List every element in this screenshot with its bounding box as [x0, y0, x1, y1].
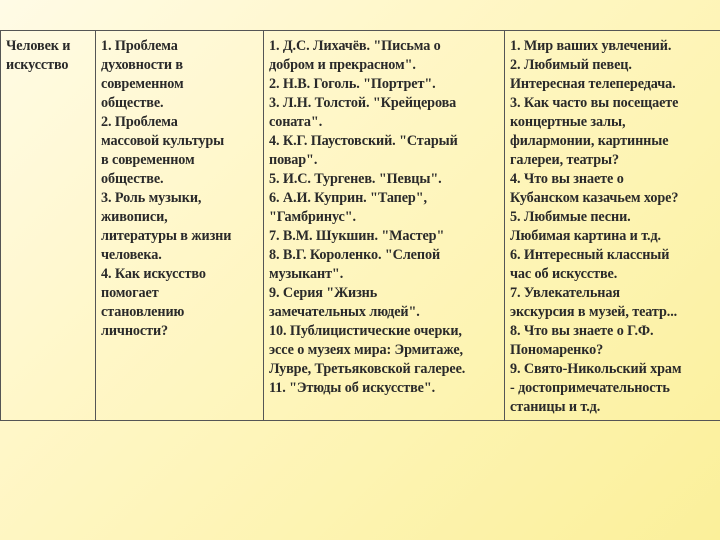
question-line: Любимая картина и т.д.: [510, 228, 661, 244]
question-line: концертные залы,: [510, 114, 626, 130]
problem-line: массовой культуры: [101, 133, 225, 149]
reading-line: 6. А.И. Куприн. "Тапер",: [269, 190, 427, 206]
reading-line: 9. Серия "Жизнь: [269, 285, 378, 301]
question-line: Интересная телепередача.: [510, 76, 676, 92]
question-line: 6. Интересный классный: [510, 247, 670, 263]
question-line: 7. Увлекательная: [510, 285, 620, 301]
problem-line: личности?: [101, 323, 169, 339]
reading-line: эссе о музеях мира: Эрмитаже,: [269, 342, 463, 358]
problem-line: литературы в жизни: [101, 228, 232, 244]
problem-line: обществе.: [101, 171, 164, 187]
reading-line: добром и прекрасном".: [269, 57, 416, 73]
problem-line: 2. Проблема: [101, 114, 178, 130]
question-line: 5. Любимые песни.: [510, 209, 631, 225]
topic-line: искусство: [6, 57, 69, 73]
question-line: час об искусстве.: [510, 266, 618, 282]
content-table: [0, 30, 720, 421]
question-line: галереи, театры?: [510, 152, 619, 168]
reading-line: 4. К.Г. Паустовский. "Старый: [269, 133, 458, 149]
reading-line: "Гамбринус".: [269, 209, 356, 225]
question-line: Кубанском казачьем хоре?: [510, 190, 679, 206]
reading-line: соната".: [269, 114, 323, 130]
question-line: - достопримечательность: [510, 380, 670, 396]
reading-line: 10. Публицистические очерки,: [269, 323, 462, 339]
reading-line: 11. "Этюды об искусстве".: [269, 380, 436, 396]
question-line: 2. Любимый певец.: [510, 57, 632, 73]
question-line: 9. Свято-Никольский храм: [510, 361, 682, 377]
question-line: Пономаренко?: [510, 342, 604, 358]
question-line: 3. Как часто вы посещаете: [510, 95, 679, 111]
reading-line: 2. Н.В. Гоголь. "Портрет".: [269, 76, 436, 92]
problem-line: человека.: [101, 247, 162, 263]
reading-line: 7. В.М. Шукшин. "Мастер": [269, 228, 445, 244]
question-line: 8. Что вы знаете о Г.Ф.: [510, 323, 654, 339]
problem-line: современном: [101, 76, 184, 92]
problem-line: 3. Роль музыки,: [101, 190, 202, 206]
problem-line: духовности в: [101, 57, 183, 73]
questions-cell: [505, 31, 720, 421]
reading-line: Лувре, Третьяковской галерее.: [269, 361, 466, 377]
problem-line: в современном: [101, 152, 195, 168]
reading-line: 1. Д.С. Лихачёв. "Письма о: [269, 38, 441, 54]
question-line: 1. Мир ваших увлечений.: [510, 38, 672, 54]
problem-line: 1. Проблема: [101, 38, 178, 54]
topic-line: Человек и: [6, 38, 71, 54]
reading-line: музыкант".: [269, 266, 344, 282]
reading-line: повар".: [269, 152, 318, 168]
reading-line: 8. В.Г. Короленко. "Слепой: [269, 247, 441, 263]
reading-line: 3. Л.Н. Толстой. "Крейцерова: [269, 95, 457, 111]
problem-line: помогает: [101, 285, 159, 301]
problem-line: живописи,: [101, 209, 168, 225]
question-line: экскурсия в музей, театр...: [510, 304, 678, 320]
readings-cell: [264, 31, 505, 421]
topic-cell: [1, 31, 96, 421]
question-line: 4. Что вы знаете о: [510, 171, 624, 187]
reading-line: 5. И.С. Тургенев. "Певцы".: [269, 171, 442, 187]
problem-line: становлению: [101, 304, 185, 320]
question-line: станицы и т.д.: [510, 399, 601, 415]
question-line: филармонии, картинные: [510, 133, 669, 149]
reading-line: замечательных людей".: [269, 304, 420, 320]
problem-line: обществе.: [101, 95, 164, 111]
table-row: [1, 31, 720, 421]
problem-line: 4. Как искусство: [101, 266, 206, 282]
problems-cell: [96, 31, 264, 421]
